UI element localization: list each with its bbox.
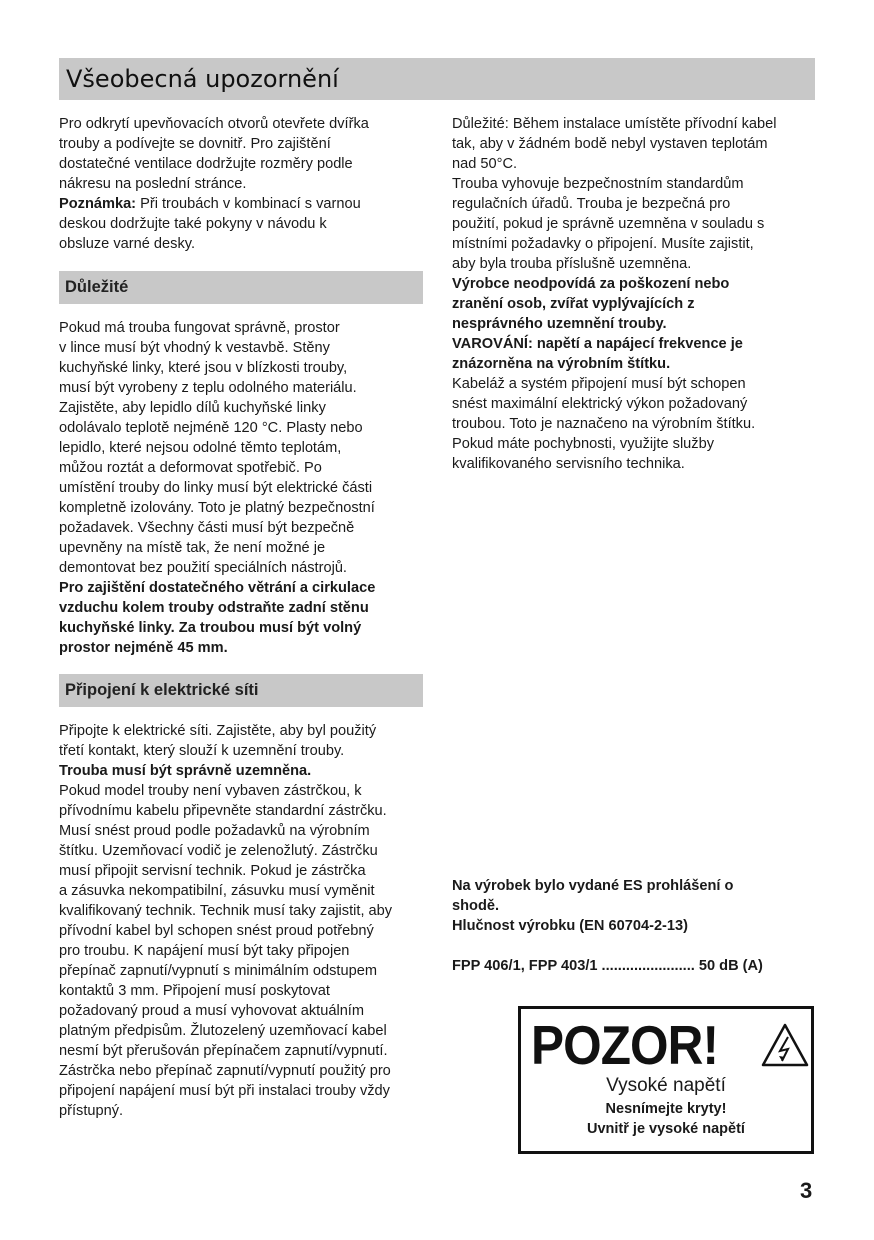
- section-heading-important: Důležité: [59, 271, 423, 304]
- section-heading-electrical: Připojení k elektrické síti: [59, 674, 423, 707]
- right-text-1: Důležité: Během instalace umístěte přívodní kabel tak, aby v žádném bodě nebyl vystaven teplotám nad 50°C. Trouba vyhovuje bezpečnostním standardům regulačních úřadů. Trouba je bezpečná pro použití, pokud je správně uzemněna v souladu s místními požadavky o připojení. Musíte zajistit, aby byla trouba příslušně uzemněna.: [452, 116, 777, 272]
- title-bar: [59, 58, 815, 100]
- electrical-text-1: Připojte k elektrické síti. Zajistěte, aby byl použitý třetí kontakt, který slouží k uzemnění trouby.: [59, 723, 377, 759]
- page-title: Všeobecná upozornění: [66, 65, 339, 93]
- intro-paragraph: [59, 114, 423, 254]
- left-column: [59, 114, 423, 1121]
- warning-box: [518, 1006, 814, 1154]
- warning-headline: POZOR!: [531, 1014, 719, 1076]
- note-label: Poznámka:: [59, 196, 137, 212]
- declaration-text: Na výrobek bylo vydané ES prohlášení o shodě. Hlučnost výrobku (EN 60704-2-13): [452, 878, 734, 934]
- warning-line-2: Nesnímejte kryty!: [605, 1101, 727, 1117]
- warning-line-1: Vysoké napětí: [606, 1075, 726, 1096]
- high-voltage-icon: [761, 1023, 809, 1067]
- page-number: 3: [800, 1178, 813, 1203]
- right-column: [452, 114, 814, 474]
- intro-text: Pro odkrytí upevňovacích otvorů otevřete dvířka trouby a podívejte se dovnitř. Pro zajištění dostatečné ventilace dodržujte rozměry podle nákresu na poslední stránce.: [59, 116, 369, 192]
- right-text-2: Kabeláž a systém připojení musí být schopen snést maximální elektrický výkon požadovaný troubou. Toto je naznačeno na výrobním štítku. Pokud máte pochybnosti, využijte služby kvalifikovaného servisního technika.: [452, 376, 756, 472]
- noise-spec: FPP 406/1, FPP 403/1 ....................... 50 dB (A): [452, 958, 763, 974]
- right-bold-warning: Výrobce neodpovídá za poškození nebo zranění osob, zvířat vyplývajících z nesprávného uzemnění trouby. VAROVÁNÍ: napětí a napájecí frekvence je znázorněna na výrobním štítku.: [452, 276, 743, 372]
- electrical-text-2: Pokud model trouby není vybaven zástrčkou, k přívodnímu kabelu připevněte standardní zástrčku. Musí snést proud podle požadavků na výrobním štítku. Uzemňovací vodič je zelenožlutý. Zástrčku musí připojit servisní technik. Pokud je zástrčka a zásuvka nekompatibilní, zásuvku musí vyměnit kvalifikovaný technik. Technik musí taky zajistit, aby přívodní kabel byl schopen snést proud potřebný pro troubu. K napájení musí být taky připojen přepínač zapnutí/vypnutí s minimálním odstupem kontaktů 3 mm. Připojení musí poskytovat požadovaný proud a musí vyhovovat aktuálním platným předpisům. Žlutozelený uzemňovací kabel nesmí být přerušován přepínačem zapnutí/vypnutí. Zástrčka nebo přepínač zapnutí/vypnutí použitý pro připojení napájení musí být při instalaci trouby vždy přístupný.: [59, 783, 393, 1119]
- note-text: Při troubách v kombinací s varnou deskou dodržujte také pokyny v návodu k obsluze varné desky.: [59, 196, 361, 252]
- warning-line-3: Uvnitř je vysoké napětí: [587, 1121, 745, 1137]
- important-bold-text: Pro zajištění dostatečného větrání a cirkulace vzduchu kolem trouby odstraňte zadní stěnu kuchyňské linky. Za troubou musí být volný prostor nejméně 45 mm.: [59, 580, 376, 656]
- important-text: Pokud má trouba fungovat správně, prostor v lince musí být vhodný k vestavbě. Stěny kuchyňské linky, které jsou v blízkosti trouby, musí být vyrobeny z teplu odolného materiálu. Zajistěte, aby lepidlo dílů kuchyňské linky odolávalo teplotě nejméně 120 °C. Plasty nebo lepidlo, které nejsou odolné těmto teplotám, můžou roztát a deformovat spotřebič. Po umístění trouby do linky musí být elektrické části kompletně izolovány. Toto je platný bezpečnostní požadavek. Všechny části musí být bezpečně upevněny na místě tak, že není možné je demontovat bez použití speciálních nástrojů.: [59, 320, 375, 576]
- electrical-bold-text: Trouba musí být správně uzemněna.: [59, 763, 312, 779]
- declaration-block: [452, 876, 814, 976]
